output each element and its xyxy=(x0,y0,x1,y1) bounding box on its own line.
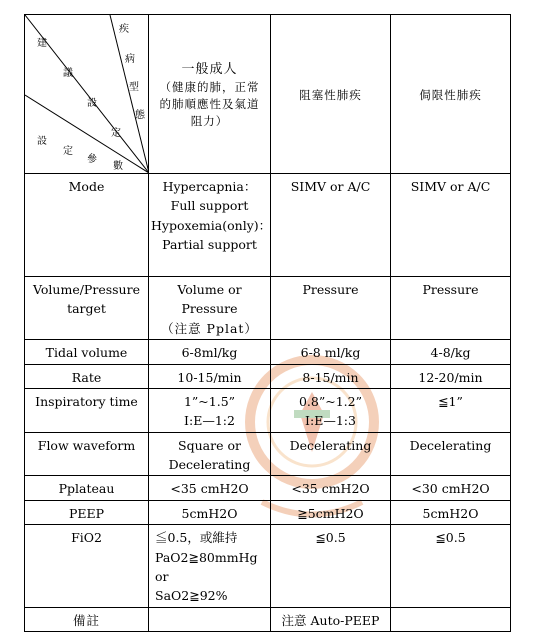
table-cell: ≧5cmH2O xyxy=(271,500,391,524)
table-cell: 6-8 ml/kg xyxy=(271,340,391,364)
cell-line: Decelerating xyxy=(168,457,251,472)
table-cell xyxy=(149,607,271,631)
cell-line: 0.8”~1.2” xyxy=(298,393,362,409)
cell-line: Decelerating xyxy=(289,437,372,453)
table-row xyxy=(25,500,511,524)
table-cell xyxy=(391,607,511,631)
table-cell xyxy=(391,525,511,608)
corner-char: 疾 xyxy=(119,24,129,35)
cell-line: Pressure xyxy=(302,282,359,297)
corner-char: 定 xyxy=(111,128,121,139)
diagonal-header-cell xyxy=(25,15,149,174)
row-label: FiO2 xyxy=(25,525,149,608)
corner-char: 型 xyxy=(129,82,139,93)
cell-line: ≦0.5 xyxy=(435,530,466,546)
table-cell xyxy=(271,388,391,432)
header-line: （健康的肺，正常 xyxy=(159,80,260,95)
row-label: Inspiratory time xyxy=(25,388,149,432)
table-cell: 注意 Auto-PEEP xyxy=(271,607,391,631)
label-line: Volume/Pressure xyxy=(33,282,140,297)
table-cell: 5cmH2O xyxy=(149,500,271,524)
table-cell: <35 cmH2O xyxy=(149,476,271,500)
row-label: Flow waveform xyxy=(25,432,149,476)
table-row xyxy=(25,476,511,500)
table-row xyxy=(25,340,511,364)
column-header-obstructive xyxy=(271,15,391,174)
header-line: 阻力） xyxy=(190,113,229,128)
table-cell xyxy=(149,525,271,608)
table-cell: 8-15/min xyxy=(271,364,391,388)
cell-line: Volume or Pressure xyxy=(177,282,242,317)
cell-line: ≦1” xyxy=(438,393,463,409)
table-cell: 6-8ml/kg xyxy=(149,340,271,364)
row-label: Tidal volume xyxy=(25,340,149,364)
table-row xyxy=(25,174,511,277)
table-cell xyxy=(391,432,511,476)
cell-line: Hypercapnia： xyxy=(162,179,257,194)
cell-line: I:E—1:2 xyxy=(184,413,235,429)
table-cell xyxy=(149,388,271,432)
table-cell xyxy=(149,174,271,277)
table-cell: 5cmH2O xyxy=(391,500,511,524)
table-row xyxy=(25,607,511,631)
corner-char: 病 xyxy=(125,54,135,65)
table-cell xyxy=(149,432,271,476)
table-cell xyxy=(271,432,391,476)
corner-char: 議 xyxy=(63,68,73,79)
table-cell xyxy=(149,277,271,340)
cell-line: Square or xyxy=(178,437,241,453)
table-cell xyxy=(391,174,511,277)
header-line: 侷限性肺疾 xyxy=(419,87,482,102)
cell-line: SIMV or A/C xyxy=(410,179,491,194)
table-cell xyxy=(391,277,511,340)
row-label: Mode xyxy=(25,174,149,277)
cell-line: ≦0.5 xyxy=(315,530,346,546)
header-line: 阻塞性肺疾 xyxy=(299,87,362,102)
label-line: target xyxy=(67,301,106,317)
cell-line: 1”~1.5” xyxy=(183,393,236,409)
corner-char: 參 xyxy=(87,154,97,165)
cell-line: Partial support xyxy=(162,237,257,253)
table-row xyxy=(25,388,511,432)
row-label xyxy=(25,277,149,340)
cell-line: PaO2≧80mmHg or xyxy=(155,549,258,584)
cell-line: Hypoxemia(only)： xyxy=(151,217,272,233)
table-row xyxy=(25,364,511,388)
corner-char: 建 xyxy=(37,38,47,49)
table-cell: <35 cmH2O xyxy=(271,476,391,500)
cell-line: SaO2≧92% xyxy=(155,588,228,604)
table-cell: 10-15/min xyxy=(149,364,271,388)
column-header-normal-adult xyxy=(149,15,271,174)
column-header-restrictive xyxy=(391,15,511,174)
corner-char: 數 xyxy=(113,161,123,172)
corner-char: 設 xyxy=(37,136,47,147)
corner-char: 態 xyxy=(135,110,145,121)
row-label: Rate xyxy=(25,364,149,388)
header-line: 一般成人 xyxy=(181,61,238,77)
table-cell xyxy=(271,525,391,608)
row-label: Pplateau xyxy=(25,476,149,500)
table-cell: <30 cmH2O xyxy=(391,476,511,500)
table-row xyxy=(25,525,511,608)
table-row xyxy=(25,277,511,340)
header-line: 的肺順應性及氣道 xyxy=(159,97,260,112)
ventilator-settings-table xyxy=(24,14,511,632)
table-cell xyxy=(271,277,391,340)
cell-line: Full support xyxy=(170,198,249,214)
table-cell xyxy=(391,388,511,432)
cell-line: SIMV or A/C xyxy=(290,179,371,194)
table-row xyxy=(25,432,511,476)
cell-line: I:E—1:3 xyxy=(305,413,356,429)
corner-char: 定 xyxy=(63,146,73,157)
row-label: 備註 xyxy=(25,607,149,631)
table-cell: 12-20/min xyxy=(391,364,511,388)
cell-line: （注意 Pplat） xyxy=(161,320,258,336)
cell-line: ≦0.5，或維持 xyxy=(155,530,238,546)
table-cell xyxy=(271,174,391,277)
corner-char: 設 xyxy=(87,98,97,109)
cell-line: Decelerating xyxy=(409,437,492,453)
row-label: PEEP xyxy=(25,500,149,524)
table-cell: 4-8/kg xyxy=(391,340,511,364)
cell-line: Pressure xyxy=(422,282,479,297)
header-row xyxy=(25,15,511,174)
